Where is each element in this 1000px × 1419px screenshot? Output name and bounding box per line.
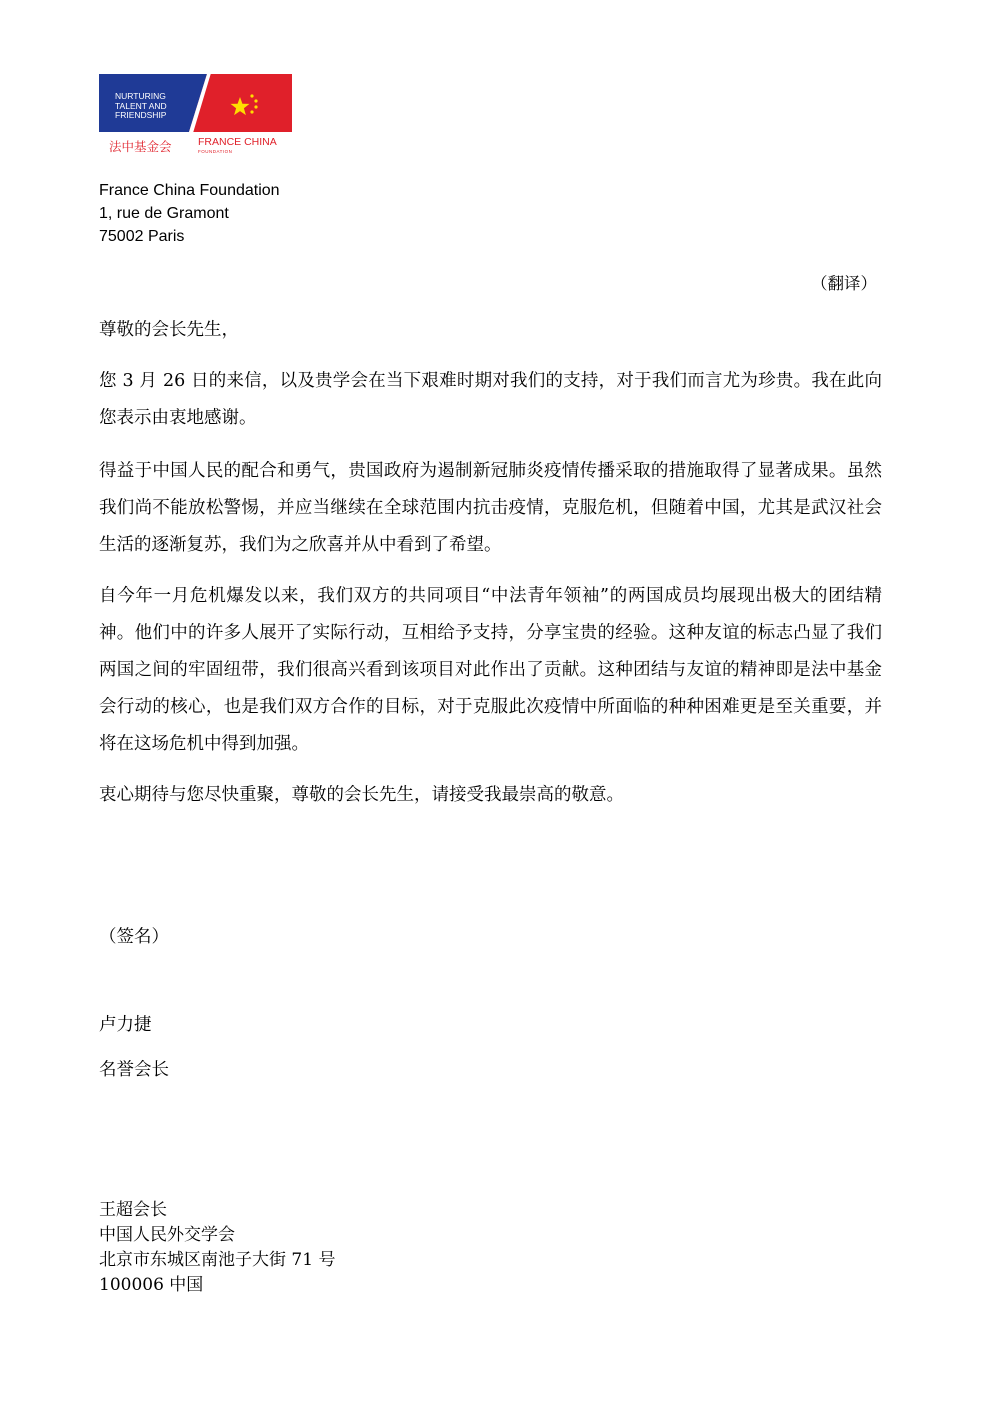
- signer-title: 名誉会长: [99, 1060, 169, 1080]
- letter-paragraph-3: [99, 578, 882, 763]
- letter-paragraph-4: [99, 777, 882, 814]
- sender-line: France China Foundation: [99, 182, 280, 199]
- translation-note: （翻译）: [811, 274, 877, 293]
- paragraph-text: 衷心期待与您尽快重聚，尊敬的会长先生，请接受我最崇高的敬意。: [99, 785, 624, 805]
- small-star-icon: [254, 105, 257, 108]
- foundation-logo: [99, 74, 292, 158]
- paragraph-text: 得益于中国人民的配合和勇气，贵国政府为遏制新冠肺炎疫情传播采取的措施取得了显著成果。虽然我们尚不能放松警惕，并应当继续在全球范围内抗击疫情，克服危机，但随着中国，尤其是武汉社会生活的逐渐复苏，我们为之欣喜并从中看到了希望。: [99, 461, 882, 555]
- logo-tagline: [115, 92, 195, 121]
- tagline-line: NURTURING: [115, 91, 166, 101]
- logo-name-fr: FRANCE CHINA: [198, 136, 277, 148]
- tagline-line: FRIENDSHIP: [115, 110, 167, 120]
- recipient-line: 王超会长: [99, 1200, 167, 1220]
- sender-line: 1, rue de Gramont: [99, 205, 229, 222]
- tagline-line: TALENT AND: [115, 100, 167, 111]
- small-star-icon: [254, 99, 257, 102]
- small-star-icon: [250, 110, 253, 113]
- recipient-line: 北京市东城区南池子大街 71 号: [99, 1250, 336, 1270]
- sender-line: 75002 Paris: [99, 228, 185, 245]
- letter-paragraph-1: [99, 363, 882, 437]
- sender-address: [99, 179, 280, 248]
- letter-paragraph-2: [99, 453, 882, 564]
- logo-name-cn: 法中基金会: [109, 139, 172, 154]
- recipient-line: 100006 中国: [99, 1275, 204, 1295]
- salutation: 尊敬的会长先生，: [99, 320, 239, 340]
- small-star-icon: [250, 94, 253, 97]
- signature-note: （签名）: [99, 927, 169, 947]
- recipient-address: [99, 1198, 335, 1298]
- recipient-line: 中国人民外交学会: [99, 1225, 235, 1245]
- paragraph-text: 自今年一月危机爆发以来，我们双方的共同项目“中法青年领袖”的两国成员均展现出极大的团结精神。他们中的许多人展开了实际行动，互相给予支持，分享宝贵的经验。这种友谊的标志凸显了我们两国之间的牢固纽带，我们很高兴看到该项目对此作出了贡献。这种团结与友谊的精神即是法中基金会行动的核心，也是我们双方合作的目标，对于克服此次疫情中所面临的种种困难更是至关重要，并将在这场危机中得到加强。: [99, 586, 882, 754]
- logo-name-fr-sub: FOUNDATION: [198, 149, 233, 154]
- signer-name: 卢力捷: [99, 1015, 152, 1035]
- paragraph-text: 您 3 月 26 日的来信，以及贵学会在当下艰难时期对我们的支持，对于我们而言尤为珍贵。我在此向您表示由衷地感谢。: [99, 371, 882, 428]
